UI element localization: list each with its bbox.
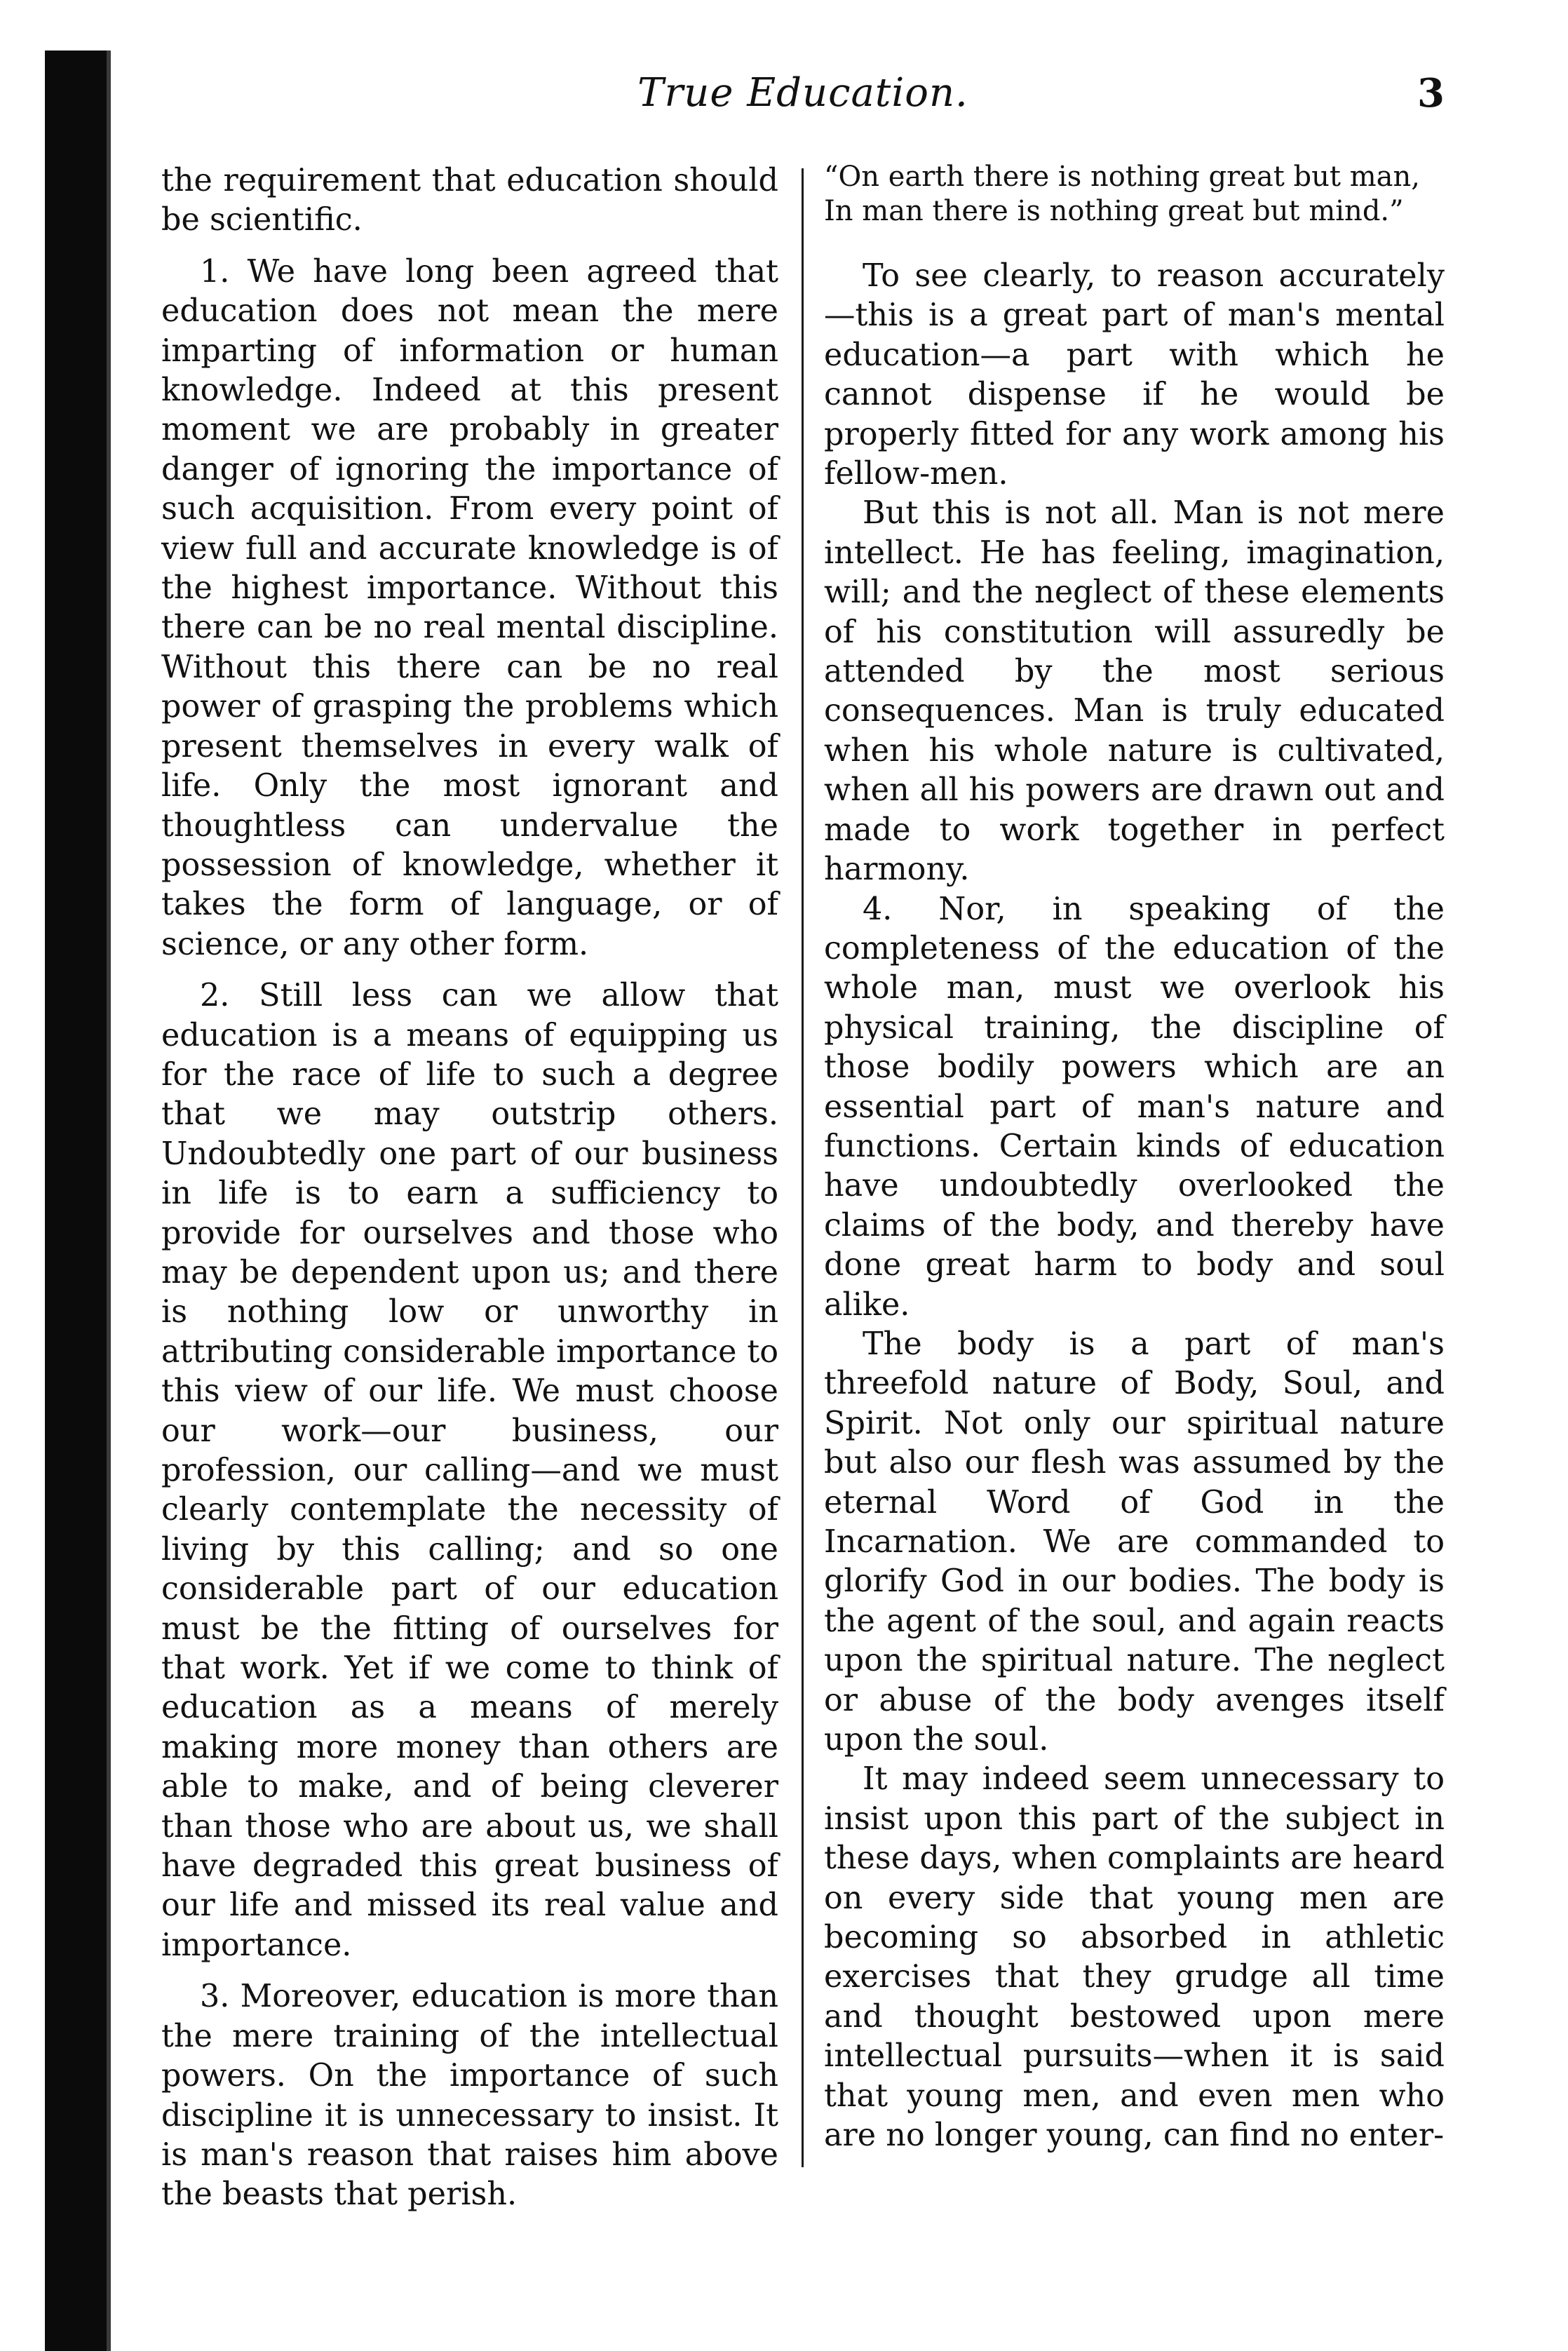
right-column <box>824 161 1445 2156</box>
paragraph-point-2: 2. Still less can we allow that education is a means of equipping us for the race of life to such a degree that we may outstrip others. Undoubtedly one part of our business in life is to earn a sufficiency to provide for ourselves and those who may be dependent upon us; and there is nothing low or unworthy in attributing considerable importance to this view of our life. We must choose our work—our business, our profession, our calling—and we must clearly contemplate the necessity of living by this calling; and so one considerable part of our education must be the fitting of ourselves for that work. Yet if we come to think of education as a means of merely making more money than others are able to make, and of being cleverer than those who are about us, we shall have degraded this great business of our life and missed its real value and importance. <box>161 978 778 1963</box>
paragraph-point-4: 4. Nor, in speaking of the completeness of the education of the whole man, must we overlook his physical training, the discipline of those bodily powers which are an essential part of man's nature and functions. Certain kinds of education have undoubtedly overlooked the claims of the body, and thereby have done great harm to body and soul alike. <box>824 891 1445 1323</box>
paragraph-continued: the requirement that education should be scientific. <box>161 163 778 238</box>
page-number: 3 <box>1417 70 1445 116</box>
paragraph: It may indeed seem unnecessary to insist upon this part of the subject in these days, when complaints are heard on every side that young men are becoming so absorbed in athletic exercises that they grudge all time and thought bestowed upon mere intellectual pursuits—when it is said that young men, and even men who are no longer young, can find no enter- <box>824 1761 1445 2154</box>
verse-quotation <box>824 161 1445 227</box>
paragraph-point-1: 1. We have long been agreed that education does not mean the mere imparting of information or human knowledge. Indeed at this present moment we are probably in greater danger of ignoring the importance of such acquisition. From every point of view full and accurate knowledge is of the highest importance. Without this there can be no real mental discipline. Without this there can be no real power of grasping the problems which present themselves in every walk of life. Only the most ignorant and thoughtless can undervalue the possession of knowledge, whether it takes the form of language, or of science, or any other form. <box>161 253 778 962</box>
left-column <box>161 161 778 2215</box>
running-title: True Education. <box>637 70 968 116</box>
verse-line: In man there is nothing great but mind.” <box>824 195 1404 227</box>
verse-line: “On earth there is nothing great but man, <box>824 161 1420 193</box>
paragraph: But this is not all. Man is not mere intellect. He has feeling, imagination, will; and the neglect of these elements of his constitution will assuredly be attended by the most serious consequences. Man is truly educated when his whole nature is cultivated, when all his powers are drawn out and made to work together in perfect harmony. <box>824 495 1445 888</box>
paragraph: To see clearly, to reason accurately—this is a great part of man's mental education—a part with which he cannot dispense if he would be properly fitted for any work among his fellow-men. <box>824 258 1445 492</box>
page-header <box>161 70 1445 133</box>
paragraph: The body is a part of man's threefold nature of Body, Soul, and Spirit. Not only our spiritual nature but also our flesh was assumed by the eternal Word of God in the Incarnation. We are commanded to glorify God in our bodies. The body is the agent of the soul, and again reacts upon the spiritual nature. The neglect or abuse of the body avenges itself upon the soul. <box>824 1326 1445 1758</box>
paragraph-point-3: 3. Moreover, education is more than the mere training of the intellectual powers. On the importance of such discipline it is unnecessary to insist. It is man's reason that raises him above the beasts that perish. <box>161 1979 778 2213</box>
column-divider <box>802 168 804 2167</box>
binding-shadow <box>45 50 107 2351</box>
